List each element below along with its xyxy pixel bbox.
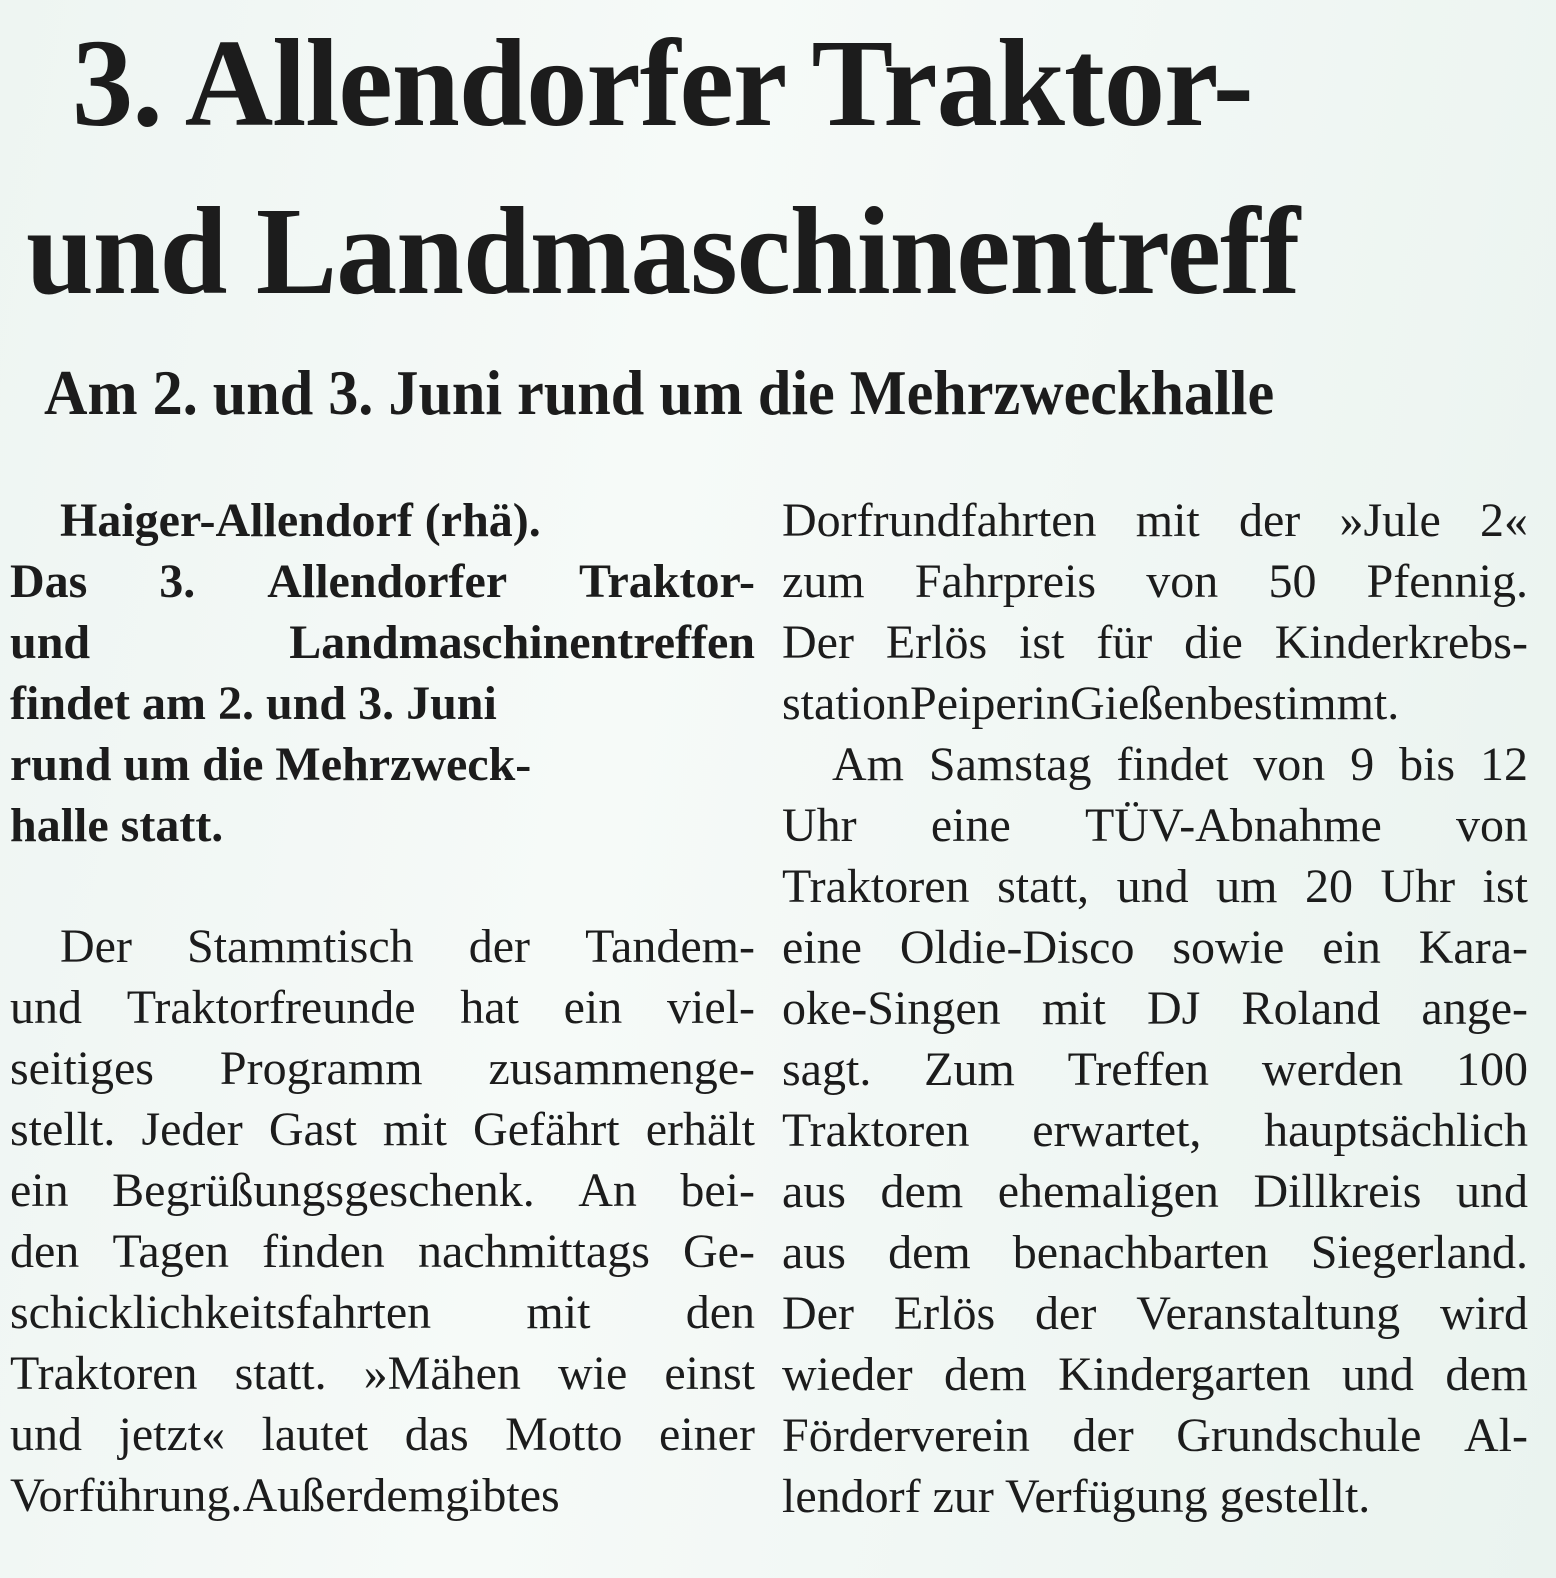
word: Der <box>782 1287 854 1340</box>
word: bei- <box>680 1164 755 1217</box>
word: Stammtisch <box>187 920 414 973</box>
text-line <box>10 1343 755 1404</box>
word: mit <box>382 1103 447 1156</box>
text-line <box>10 977 755 1038</box>
word: Erlös <box>885 616 988 669</box>
word: Gießen <box>1069 677 1209 730</box>
word: Förderverein <box>782 1409 1030 1462</box>
text-line <box>782 1405 1528 1466</box>
word: sagt. <box>782 1043 872 1096</box>
body-paragraph-right-2 <box>782 734 1528 1527</box>
word: werden <box>1261 1043 1404 1096</box>
text-line <box>10 1099 755 1160</box>
word: der <box>1035 1287 1097 1340</box>
word: Dillkreis <box>1253 1165 1422 1218</box>
subtitle: Am 2. und 3. Juni rund um die Mehrzweckhalle <box>44 358 1275 428</box>
word: dem <box>880 1165 964 1218</box>
text-line <box>782 734 1528 795</box>
word: Der <box>782 616 854 669</box>
text-line <box>10 490 755 551</box>
text-line <box>10 1404 755 1465</box>
word: Das <box>10 555 88 608</box>
text-line <box>10 612 755 673</box>
word: DJ <box>1147 982 1201 1035</box>
article-column-left <box>10 490 755 1526</box>
text-line <box>10 734 755 795</box>
word: Der <box>60 920 132 973</box>
word: ein <box>563 981 623 1034</box>
word: Oldie-Disco <box>899 921 1135 974</box>
word: Traktorfreunde <box>126 981 416 1034</box>
word: Haiger-Allendorf (rhä). <box>60 494 541 547</box>
paragraph-gap <box>10 856 755 916</box>
word: Samstag <box>928 738 1092 791</box>
word: findet <box>1116 738 1229 791</box>
word: und <box>10 981 82 1034</box>
text-line <box>10 673 755 734</box>
word: 3. <box>159 555 196 608</box>
word: erhält <box>645 1103 755 1156</box>
word: dem <box>888 1226 971 1279</box>
word: Treffen <box>1067 1043 1209 1096</box>
word: in <box>1032 677 1070 730</box>
text-line <box>10 551 755 612</box>
word: »Mähen <box>363 1347 521 1400</box>
text-line <box>782 490 1528 551</box>
word: eine <box>930 799 1011 852</box>
word: Gefährt <box>473 1103 620 1156</box>
word: station <box>782 677 910 730</box>
word: Roland <box>1241 982 1381 1035</box>
word: Landmaschinentreffen <box>289 616 755 669</box>
word: der <box>468 920 531 973</box>
word: dem <box>944 1348 1027 1401</box>
word: Peiper <box>910 677 1033 730</box>
text-line <box>782 1161 1528 1222</box>
word: und <box>1341 1348 1414 1401</box>
word: um <box>1216 860 1278 913</box>
word: ein <box>1322 921 1381 974</box>
word: Dorfrundfahrten <box>782 494 1097 547</box>
word: Fahrpreis <box>914 555 1097 608</box>
word: Pfennig. <box>1366 555 1528 608</box>
word: Tandem- <box>585 920 755 973</box>
word: aus <box>782 1226 846 1279</box>
word: seitiges <box>10 1042 154 1095</box>
word: Uhr <box>782 799 857 852</box>
text-line <box>782 795 1528 856</box>
body-paragraph-right-1 <box>782 490 1528 734</box>
word: Programm <box>219 1042 423 1095</box>
word: stellt. <box>10 1103 116 1156</box>
word: für <box>1096 616 1153 669</box>
word: Zum <box>924 1043 1015 1096</box>
text-line <box>10 1038 755 1099</box>
text-line <box>782 673 1528 734</box>
word: wird <box>1440 1287 1528 1340</box>
headline-line-2: und Landmaschinentreff <box>26 183 1300 321</box>
word: oke-Singen <box>782 982 1001 1035</box>
word: erwartet, <box>1032 1104 1202 1157</box>
word: TÜV-Abnahme <box>1084 799 1382 852</box>
word: gibt <box>445 1469 520 1522</box>
text-line <box>10 1465 755 1526</box>
word: mit <box>1041 982 1106 1035</box>
word: Traktor- <box>579 555 755 608</box>
word: Erlös <box>893 1287 996 1340</box>
text-line <box>782 1466 1528 1527</box>
word: eine <box>782 921 862 974</box>
text-line <box>782 1344 1528 1405</box>
word: schicklichkeitsfahrten <box>10 1286 432 1339</box>
word: ist <box>1482 860 1528 913</box>
text-line <box>10 916 755 977</box>
word: und <box>1116 860 1189 913</box>
word: rund um die Mehrzweck- <box>10 738 532 791</box>
word: einer <box>659 1408 755 1461</box>
word: das <box>404 1408 469 1461</box>
word: und <box>10 616 91 669</box>
text-line <box>782 612 1528 673</box>
text-line <box>10 1282 755 1343</box>
word: von <box>1253 738 1326 791</box>
word: bestimmt. <box>1208 677 1400 730</box>
text-line <box>782 1100 1528 1161</box>
word: ange- <box>1421 982 1528 1035</box>
word: hat <box>460 981 519 1034</box>
text-line <box>782 1222 1528 1283</box>
word: halle statt. <box>10 799 224 852</box>
word: An <box>578 1164 637 1217</box>
word: Allendorfer <box>267 555 508 608</box>
word: und <box>1455 1165 1528 1218</box>
headline-line-1: 3. Allendorfer Traktor- <box>72 15 1253 153</box>
word: dem <box>1445 1348 1528 1401</box>
lead-paragraph <box>10 490 755 856</box>
word: Motto <box>505 1408 623 1461</box>
word: Traktoren <box>782 1104 970 1157</box>
word: lautet <box>261 1408 369 1461</box>
word: der <box>1072 1409 1134 1462</box>
word: aus <box>782 1165 846 1218</box>
text-line <box>782 1039 1528 1100</box>
word: Begrüßungsgeschenk. <box>112 1164 535 1217</box>
word: Siegerland. <box>1310 1226 1528 1279</box>
word: 2« <box>1479 494 1528 547</box>
word: es <box>519 1469 560 1522</box>
text-line <box>10 795 755 856</box>
word: Vorführung. <box>10 1469 243 1522</box>
word: den <box>685 1286 755 1339</box>
word: 50 <box>1268 555 1317 608</box>
word: mit <box>1135 494 1200 547</box>
word: von <box>1455 799 1528 852</box>
text-line <box>782 917 1528 978</box>
word: mit <box>526 1286 591 1339</box>
word: hauptsächlich <box>1264 1104 1528 1157</box>
word: Traktoren <box>10 1347 198 1400</box>
word: wie <box>557 1347 628 1400</box>
text-line <box>782 978 1528 1039</box>
word: jetzt« <box>118 1408 226 1461</box>
word: statt. <box>234 1347 327 1400</box>
article-column-right <box>782 490 1528 1527</box>
word: statt, <box>997 860 1090 913</box>
word: »Jule <box>1339 494 1441 547</box>
word: Jeder <box>141 1103 243 1156</box>
word: wieder <box>782 1348 913 1401</box>
word: Al- <box>1463 1409 1528 1462</box>
word: Kinderkrebs- <box>1274 616 1528 669</box>
text-line <box>782 856 1528 917</box>
word: nachmittags <box>417 1225 650 1278</box>
word: Ge- <box>683 1225 755 1278</box>
word: ehemaligen <box>997 1165 1219 1218</box>
word: den <box>10 1225 80 1278</box>
word: benachbarten <box>1012 1226 1269 1279</box>
word: Veranstaltung <box>1136 1287 1401 1340</box>
word: findet am 2. und 3. Juni <box>10 677 497 730</box>
word: zusammenge- <box>488 1042 755 1095</box>
text-line <box>10 1221 755 1282</box>
word: der <box>1238 494 1301 547</box>
word: 9 <box>1350 738 1375 791</box>
word: Grundschule <box>1176 1409 1422 1462</box>
word: Gast <box>268 1103 357 1156</box>
word: ein <box>10 1164 69 1217</box>
word: bis <box>1399 738 1456 791</box>
word: zum <box>782 555 865 608</box>
word: Tagen <box>112 1225 230 1278</box>
text-line <box>10 1160 755 1221</box>
word: 100 <box>1455 1043 1528 1096</box>
word: viel- <box>666 981 755 1034</box>
word: Am <box>832 738 904 791</box>
text-line <box>782 1283 1528 1344</box>
word: Kara- <box>1418 921 1528 974</box>
word: einst <box>664 1347 755 1400</box>
word: von <box>1146 555 1219 608</box>
word: 12 <box>1479 738 1528 791</box>
word: Außerdem <box>242 1469 446 1522</box>
word: finden <box>262 1225 385 1278</box>
word: die <box>1184 616 1243 669</box>
body-paragraph-left <box>10 916 755 1526</box>
text-line <box>782 551 1528 612</box>
word: und <box>10 1408 82 1461</box>
word: lendorf zur Verfügung gestellt. <box>782 1470 1371 1523</box>
word: ist <box>1019 616 1065 669</box>
word: Uhr <box>1380 860 1456 913</box>
word: Kindergarten <box>1058 1348 1311 1401</box>
word: 20 <box>1304 860 1353 913</box>
word: Traktoren <box>782 860 970 913</box>
word: sowie <box>1172 921 1285 974</box>
